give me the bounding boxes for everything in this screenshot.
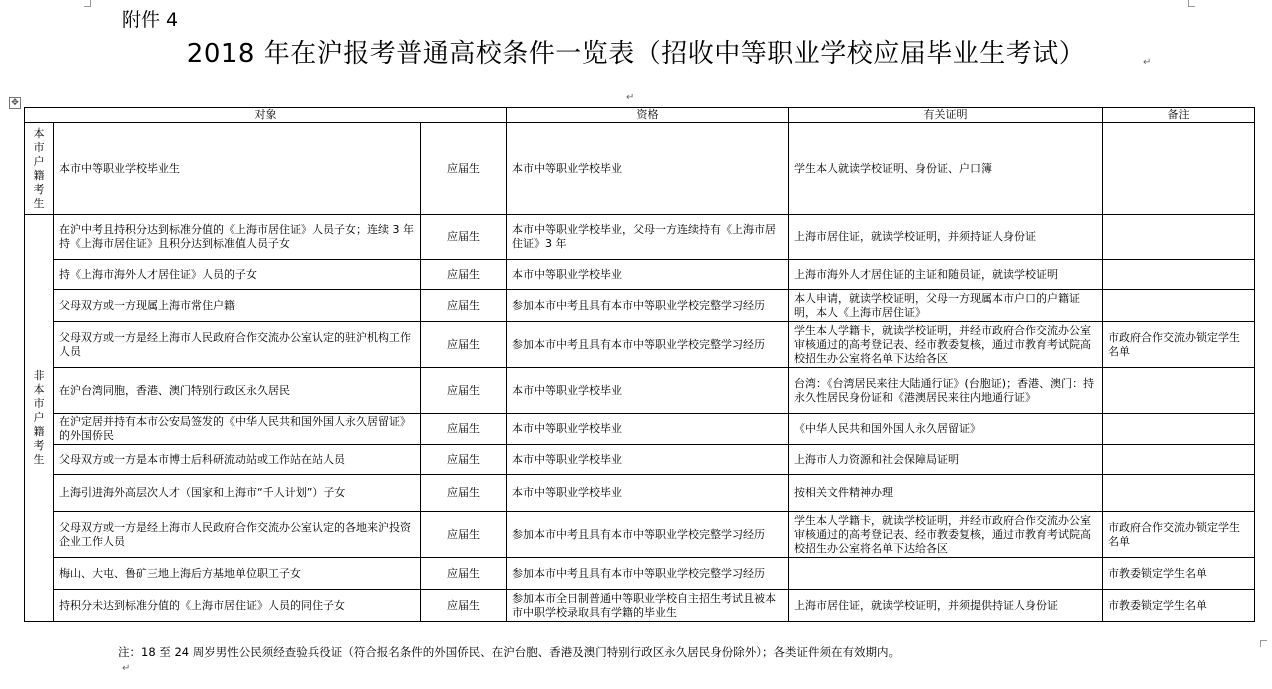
header-qualification: 资格 bbox=[507, 108, 789, 123]
cell-target: 父母双方或一方是经上海市人民政府合作交流办公室认定的各地来沪投资企业工作人员 bbox=[54, 512, 421, 558]
cell-proof: 上海市居住证，就读学校证明，并须持证人身份证 bbox=[789, 215, 1103, 260]
cell-remark: 市教委锁定学生名单 bbox=[1103, 558, 1255, 590]
table-header-row bbox=[25, 108, 1255, 123]
table-row bbox=[25, 123, 1255, 215]
table-row bbox=[25, 414, 1255, 445]
header-remark: 备注 bbox=[1103, 108, 1255, 123]
cell-target: 梅山、大屯、鲁矿三地上海后方基地单位职工子女 bbox=[54, 558, 421, 590]
cell-proof: 学生本人学籍卡，就读学校证明，并经市政府合作交流办公室审核通过的高考登记表、经市教委复核，通过市教育考试院高校招生办公室将名单下达给各区 bbox=[789, 512, 1103, 558]
cell-remark bbox=[1103, 215, 1255, 260]
cell-remark bbox=[1103, 368, 1255, 414]
eligibility-table bbox=[24, 107, 1255, 622]
table-row bbox=[25, 590, 1255, 622]
header-target: 对象 bbox=[25, 108, 507, 123]
cell-qualification: 本市中等职业学校毕业，父母一方连续持有《上海市居住证》3 年 bbox=[507, 215, 789, 260]
cell-proof: 学生本人学籍卡，就读学校证明，并经市政府合作交流办公室审核通过的高考登记表、经市教委复核，通过市教育考试院高校招生办公室将名单下达给各区 bbox=[789, 322, 1103, 368]
paragraph-mark-icon: ↵ bbox=[1143, 57, 1152, 68]
cell-category: 应届生 bbox=[421, 512, 507, 558]
table-row bbox=[25, 475, 1255, 512]
table-row bbox=[25, 368, 1255, 414]
table-row bbox=[25, 322, 1255, 368]
cell-target: 在沪中考且持积分达到标准分值的《上海市居住证》人员子女；连续 3 年持《上海市居住证》且积分达到标准值人员子女 bbox=[54, 215, 421, 260]
cell-proof: 《中华人民共和国外国人永久居留证》 bbox=[789, 414, 1103, 445]
cell-category: 应届生 bbox=[421, 590, 507, 622]
cell-remark: 市政府合作交流办锁定学生名单 bbox=[1103, 512, 1255, 558]
header-proof: 有关证明 bbox=[789, 108, 1103, 123]
cell-remark: 市政府合作交流办锁定学生名单 bbox=[1103, 322, 1255, 368]
cell-category: 应届生 bbox=[421, 558, 507, 590]
cell-remark: 市教委锁定学生名单 bbox=[1103, 590, 1255, 622]
table-move-handle-icon[interactable]: ✥ bbox=[9, 97, 21, 109]
cell-remark bbox=[1103, 445, 1255, 475]
cell-qualification: 参加本市中考且具有本市中等职业学校完整学习经历 bbox=[507, 290, 789, 322]
cell-category: 应届生 bbox=[421, 475, 507, 512]
page-corner-mark-bottom bbox=[1260, 640, 1267, 647]
cell-category: 应届生 bbox=[421, 123, 507, 215]
paragraph-mark-icon: ↵ bbox=[122, 663, 131, 674]
table-row bbox=[25, 215, 1255, 260]
cell-proof: 上海市人力资源和社会保障局证明 bbox=[789, 445, 1103, 475]
cell-target: 持《上海市海外人才居住证》人员的子女 bbox=[54, 260, 421, 290]
cell-target: 父母双方或一方现属上海市常住户籍 bbox=[54, 290, 421, 322]
cell-target: 在沪定居并持有本市公安局签发的《中华人民共和国外国人永久居留证》的外国侨民 bbox=[54, 414, 421, 445]
table-row bbox=[25, 445, 1255, 475]
cell-category: 应届生 bbox=[421, 322, 507, 368]
cell-target: 在沪台湾同胞，香港、澳门特别行政区永久居民 bbox=[54, 368, 421, 414]
cell-qualification: 本市中等职业学校毕业 bbox=[507, 260, 789, 290]
cell-proof: 学生本人就读学校证明、身份证、户口簿 bbox=[789, 123, 1103, 215]
cell-qualification: 参加本市中考且具有本市中等职业学校完整学习经历 bbox=[507, 558, 789, 590]
cell-qualification: 参加本市中考且具有本市中等职业学校完整学习经历 bbox=[507, 512, 789, 558]
cell-category: 应届生 bbox=[421, 445, 507, 475]
table-row bbox=[25, 260, 1255, 290]
page-corner-mark-left bbox=[84, 0, 91, 7]
cell-qualification: 本市中等职业学校毕业 bbox=[507, 368, 789, 414]
attachment-label: 附件 4 bbox=[122, 9, 179, 31]
cell-remark bbox=[1103, 123, 1255, 215]
cell-target: 上海引进海外高层次人才（国家和上海市“千人计划”）子女 bbox=[54, 475, 421, 512]
table-row bbox=[25, 558, 1255, 590]
cell-category: 应届生 bbox=[421, 260, 507, 290]
page-title: 2018 年在沪报考普通高校条件一览表（招收中等职业学校应届毕业生考试） bbox=[186, 39, 1086, 69]
cell-proof: 按相关文件精神办理 bbox=[789, 475, 1103, 512]
cell-category: 应届生 bbox=[421, 290, 507, 322]
paragraph-mark-icon: ↵ bbox=[626, 92, 635, 103]
cell-qualification: 本市中等职业学校毕业 bbox=[507, 123, 789, 215]
cell-qualification: 本市中等职业学校毕业 bbox=[507, 475, 789, 512]
cell-qualification: 本市中等职业学校毕业 bbox=[507, 445, 789, 475]
cell-remark bbox=[1103, 260, 1255, 290]
cell-qualification: 参加本市中考且具有本市中等职业学校完整学习经历 bbox=[507, 322, 789, 368]
cell-target: 本市中等职业学校毕业生 bbox=[54, 123, 421, 215]
page-corner-mark-right bbox=[1188, 0, 1195, 7]
cell-target: 父母双方或一方是本市博士后科研流动站或工作站在站人员 bbox=[54, 445, 421, 475]
table-row bbox=[25, 290, 1255, 322]
cell-remark bbox=[1103, 414, 1255, 445]
table-row bbox=[25, 512, 1255, 558]
cell-proof: 本人申请，就读学校证明，父母一方现属本市户口的户籍证明，本人《上海市居住证》 bbox=[789, 290, 1103, 322]
cell-proof: 上海市海外人才居住证的主证和随员证，就读学校证明 bbox=[789, 260, 1103, 290]
cell-category: 应届生 bbox=[421, 368, 507, 414]
footnote: 注：18 至 24 周岁男性公民须经查验兵役证（符合报名条件的外国侨民、在沪台胞、香港及澳门特别行政区永久居民身份除外）；各类证件须在有效期内。 bbox=[118, 645, 900, 659]
cell-category: 应届生 bbox=[421, 215, 507, 260]
cell-category: 应届生 bbox=[421, 414, 507, 445]
cell-target: 持积分未达到标准分值的《上海市居住证》人员的同住子女 bbox=[54, 590, 421, 622]
cell-remark bbox=[1103, 290, 1255, 322]
group-local-label: 本市户籍考生 bbox=[25, 123, 54, 215]
cell-qualification: 参加本市全日制普通中等职业学校自主招生考试且被本市中职学校录取具有学籍的毕业生 bbox=[507, 590, 789, 622]
cell-proof: 上海市居住证，就读学校证明，并须提供持证人身份证 bbox=[789, 590, 1103, 622]
cell-remark bbox=[1103, 475, 1255, 512]
cell-proof: 台湾：《台湾居民来往大陆通行证》(台胞证)；香港、澳门：持永久性居民身份证和《港澳居民来往内地通行证》 bbox=[789, 368, 1103, 414]
cell-qualification: 本市中等职业学校毕业 bbox=[507, 414, 789, 445]
cell-proof bbox=[789, 558, 1103, 590]
cell-target: 父母双方或一方是经上海市人民政府合作交流办公室认定的驻沪机构工作人员 bbox=[54, 322, 421, 368]
group-nonlocal-label: 非本市户籍考生 bbox=[25, 215, 54, 622]
